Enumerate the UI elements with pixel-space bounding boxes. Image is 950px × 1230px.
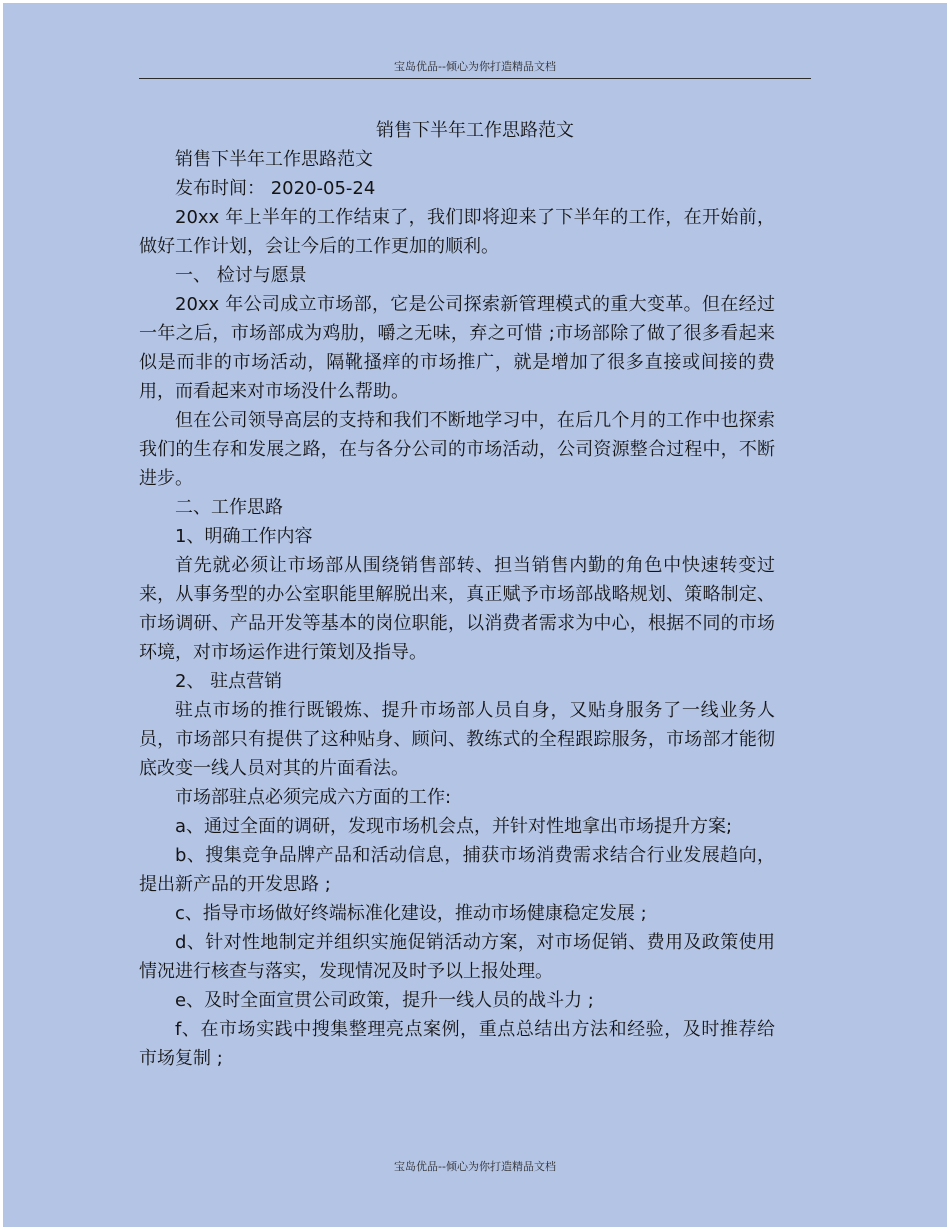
paragraph: 但在公司领导高层的支持和我们不断地学习中，在后几个月的工作中也探索我们的生存和发展之路，在与各分公司的市场活动，公司资源整合过程中，不断进步。: [139, 410, 775, 489]
paragraph: 20xx 年上半年的工作结束了，我们即将迎来了下半年的工作，在开始前，做好工作计划，会让今后的工作更加的顺利。: [139, 207, 775, 257]
list-item: d、针对性地制定并组织实施促销活动方案，对市场促销、费用及政策使用情况进行核查与落实，发现情况及时予以上报处理。: [139, 932, 775, 982]
paragraph: 首先就必须让市场部从围绕销售部转、担当销售内勤的角色中快速转变过来，从事务型的办公室职能里解脱出来，真正赋予市场部战略规划、策略制定、市场调研、产品开发等基本的岗位职能，以消费者需求为中心，根据不同的市场环境，对市场运作进行策划及指导。: [139, 555, 775, 663]
list-item: a、通过全面的调研，发现市场机会点，并针对性地拿出市场提升方案;: [175, 816, 733, 837]
page-header: 宝岛优品--倾心为你打造精品文档: [394, 60, 556, 73]
paragraph: 驻点市场的推行既锻炼、提升市场部人员自身，又贴身服务了一线业务人员，市场部只有提供了这种贴身、顾问、教练式的全程跟踪服务，市场部才能彻底改变一线人员对其的片面看法。: [139, 700, 775, 779]
document-page: [3, 3, 947, 1227]
header-divider: [139, 78, 811, 79]
page-footer: 宝岛优品--倾心为你打造精品文档: [394, 1160, 556, 1173]
section-heading: 一、 检讨与愿景: [175, 265, 307, 286]
list-item: b、搜集竞争品牌产品和活动信息，捕获市场消费需求结合行业发展趋向，提出新产品的开发思路 ;: [139, 845, 775, 895]
list-item: c、指导市场做好终端标准化建设，推动市场健康稳定发展 ;: [175, 903, 647, 924]
subsection-heading: 2、 驻点营销: [175, 671, 283, 692]
subsection-heading: 1、明确工作内容: [175, 526, 313, 547]
paragraph: 市场部驻点必须完成六方面的工作:: [175, 787, 452, 808]
paragraph: 发布时间： 2020-05-24: [175, 178, 376, 199]
document-body: [139, 145, 775, 1073]
paragraph: 销售下半年工作思路范文: [175, 149, 373, 170]
document-title: 销售下半年工作思路范文: [376, 120, 574, 141]
list-item: e、及时全面宣贯公司政策，提升一线人员的战斗力 ;: [175, 990, 594, 1011]
list-item: f、在市场实践中搜集整理亮点案例，重点总结出方法和经验，及时推荐给市场复制 ;: [139, 1019, 775, 1069]
paragraph: 20xx 年公司成立市场部，它是公司探索新管理模式的重大变革。但在经过一年之后，市场部成为鸡肋，嚼之无味，弃之可惜 ;市场部除了做了很多看起来似是而非的市场活动，隔靴搔痒的市场推广，就是增加了很多直接或间接的费用，而看起来对市场没什么帮助。: [139, 294, 775, 402]
section-heading: 二、工作思路: [175, 497, 283, 518]
